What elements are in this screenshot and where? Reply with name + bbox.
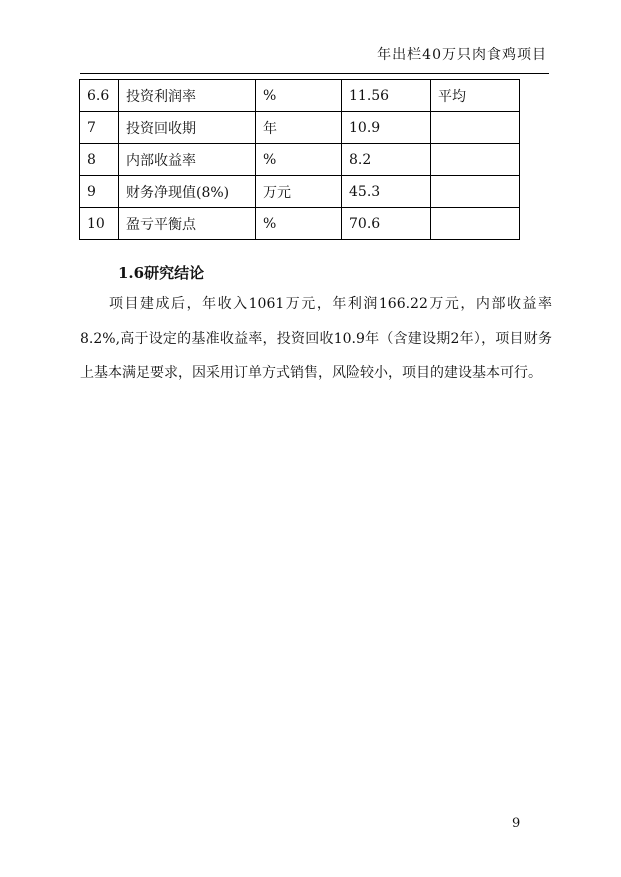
indicator-name-cell: 财务净现值(8%): [119, 176, 256, 208]
table-row: [80, 112, 520, 144]
value-cell: 70.6: [342, 208, 431, 240]
indicator-name-cell: 盈亏平衡点: [119, 208, 256, 240]
header-title: 年出栏40万只肉食鸡项目: [377, 47, 547, 63]
row-number-cell: 7: [80, 112, 119, 144]
table-row: [80, 208, 520, 240]
row-number-cell: 8: [80, 144, 119, 176]
value-cell: 10.9: [342, 112, 431, 144]
financial-indicators-table: [79, 79, 520, 240]
note-cell: [431, 112, 520, 144]
unit-cell: %: [256, 208, 342, 240]
header-rule: [80, 73, 549, 74]
conclusion-paragraph: 项目建成后，年收入1061万元，年利润166.22万元，内部收益率8.2%,高于设定的基准收益率，投资回收10.9年（含建设期2年），项目财务上基本满足要求，因采用订单方式销售，风险较小，项目的建设基本可行。: [80, 296, 552, 381]
row-number-cell: 10: [80, 208, 119, 240]
note-cell: [431, 176, 520, 208]
unit-cell: 年: [256, 112, 342, 144]
section-heading: 1.6研究结论: [118, 264, 205, 282]
row-number-cell: 9: [80, 176, 119, 208]
value-cell: 45.3: [342, 176, 431, 208]
indicator-name-cell: 投资回收期: [119, 112, 256, 144]
value-cell: 8.2: [342, 144, 431, 176]
indicator-name-cell: 投资利润率: [119, 80, 256, 112]
unit-cell: %: [256, 80, 342, 112]
table-row: [80, 144, 520, 176]
row-number-cell: 6.6: [80, 80, 119, 112]
table-row: [80, 80, 520, 112]
page-number: 9: [512, 816, 521, 831]
note-cell: [431, 208, 520, 240]
value-cell: 11.56: [342, 80, 431, 112]
note-cell: 平均: [431, 80, 520, 112]
indicator-name-cell: 内部收益率: [119, 144, 256, 176]
note-cell: [431, 144, 520, 176]
unit-cell: %: [256, 144, 342, 176]
unit-cell: 万元: [256, 176, 342, 208]
table-row: [80, 176, 520, 208]
